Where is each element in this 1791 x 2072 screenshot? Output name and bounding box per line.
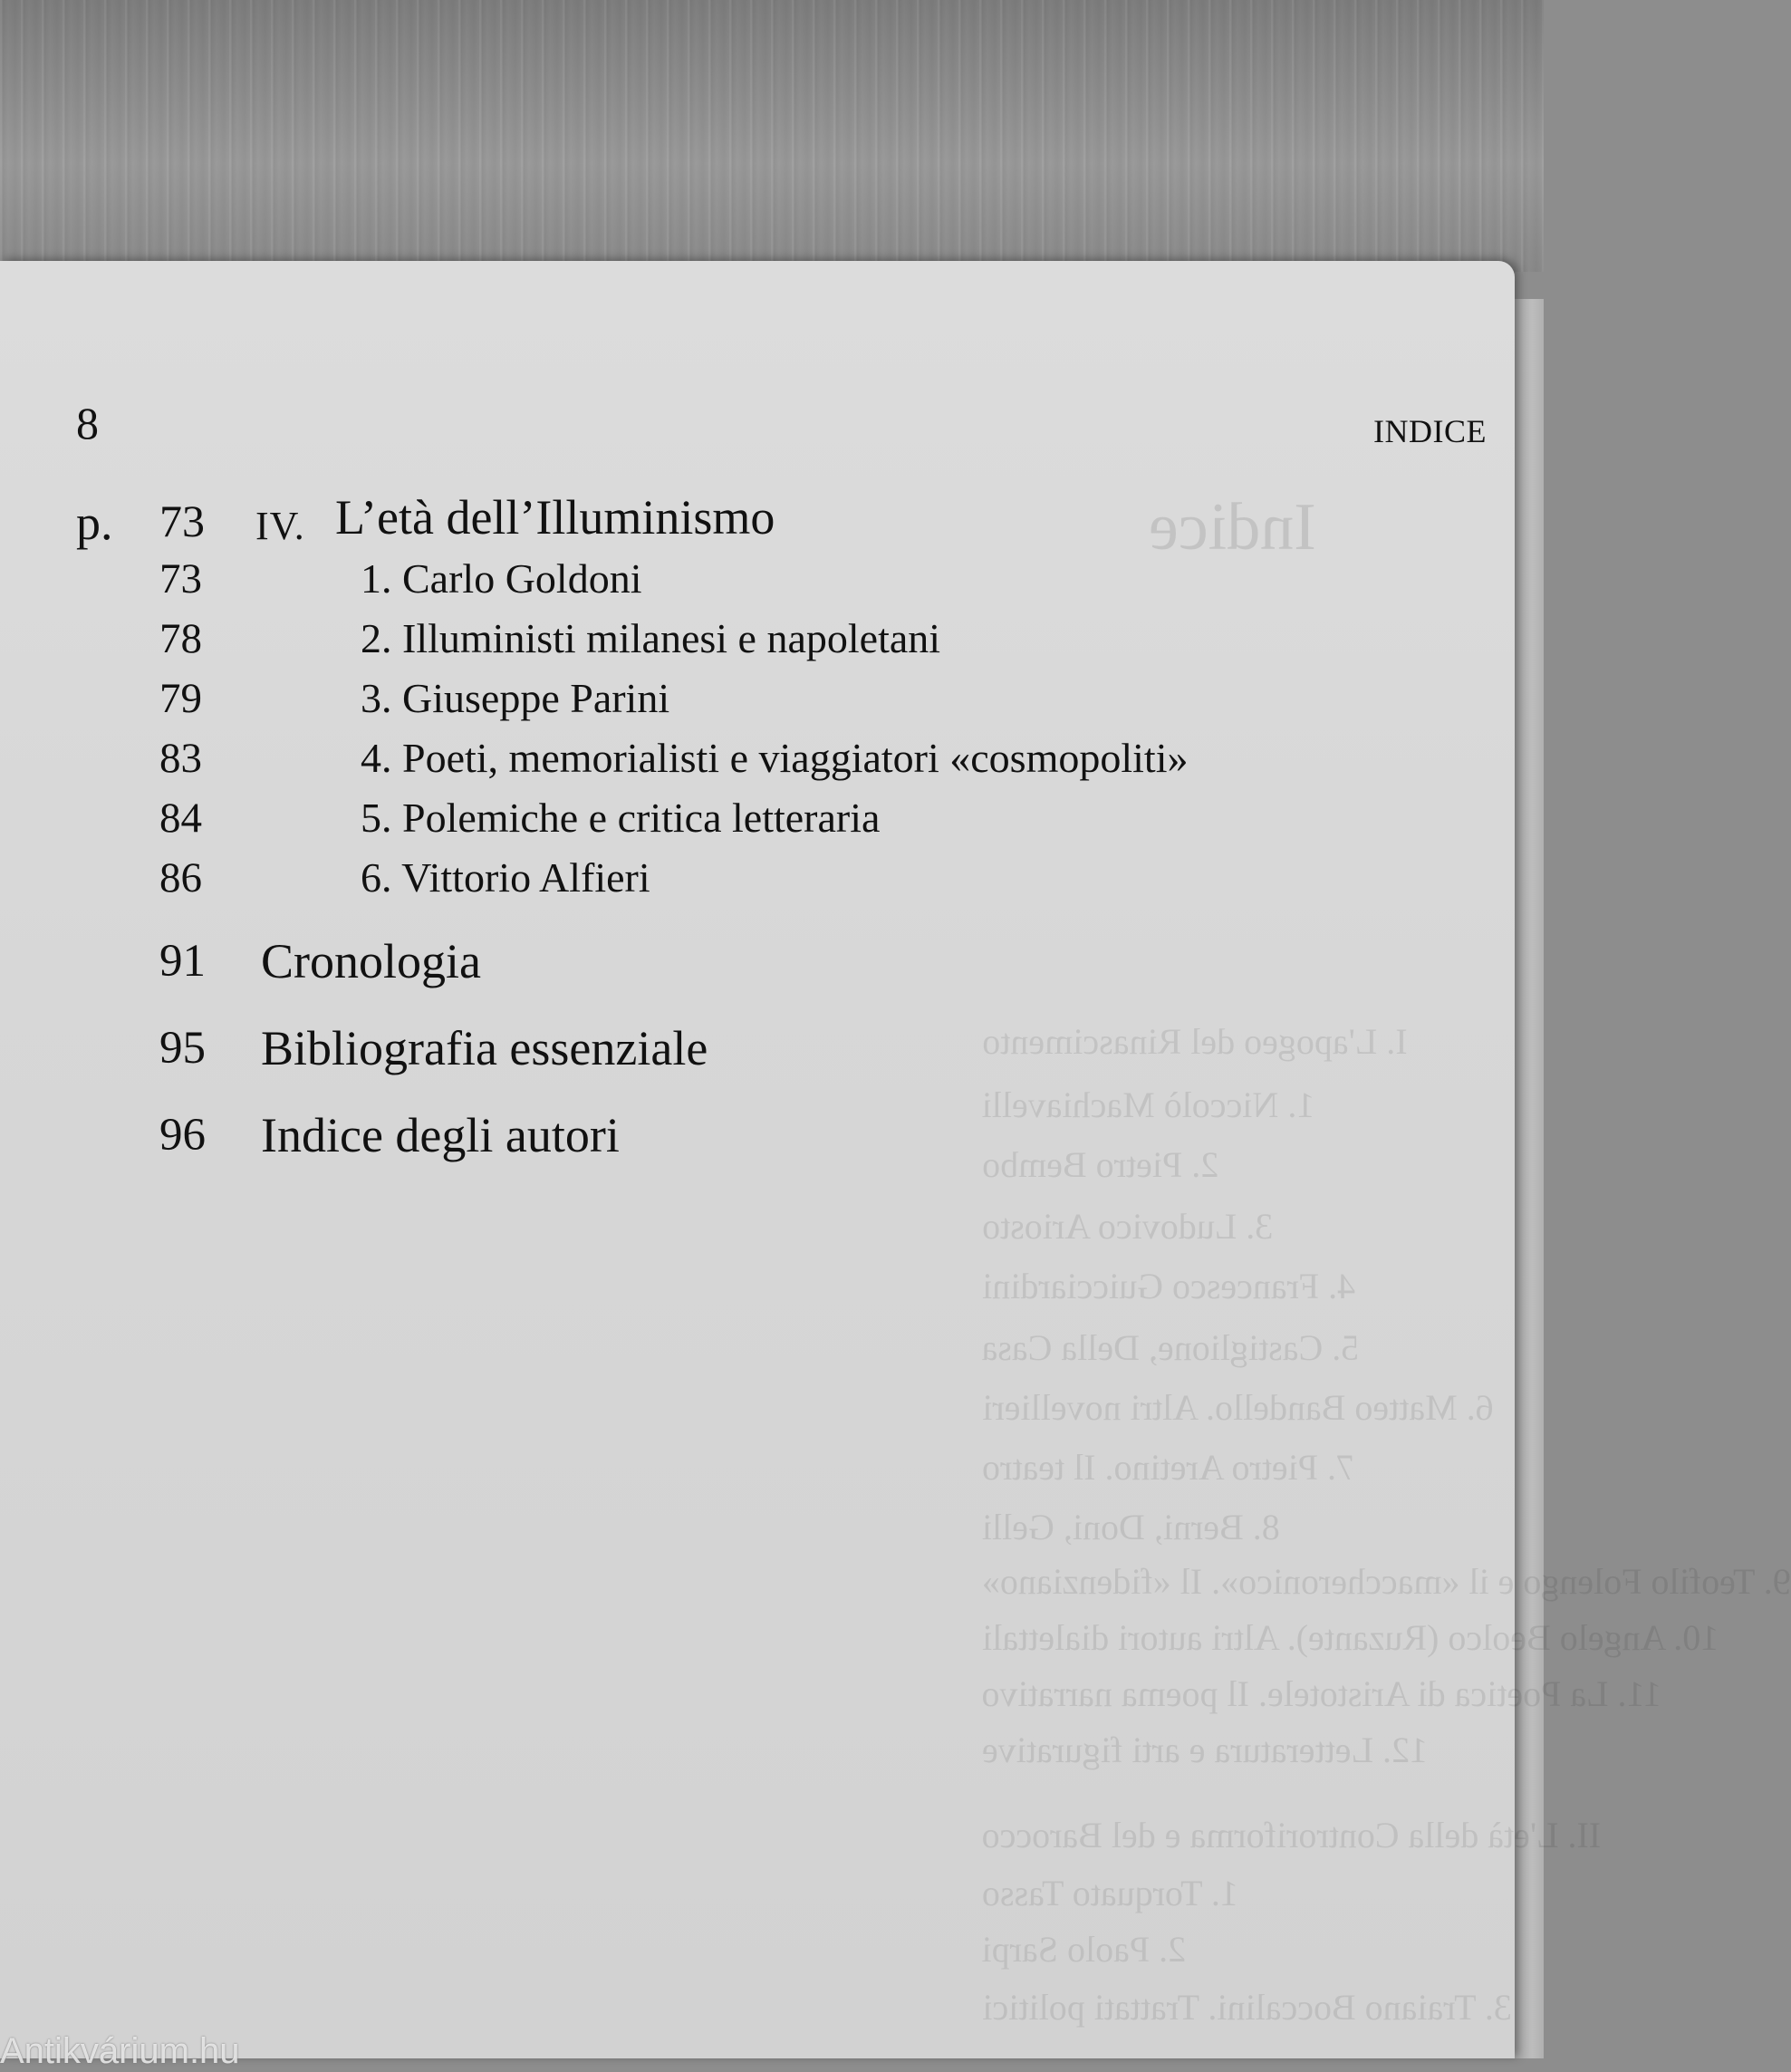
- background-surface: [0, 0, 1544, 272]
- show-through-line: 3. Ludovico Ariosto: [982, 1206, 1274, 1247]
- show-through-line: II. L'età della Controriforma e del Barocco: [982, 1815, 1602, 1855]
- chapter-page-number: 73: [159, 496, 205, 546]
- show-through-line: 2. Pietro Bembo: [982, 1144, 1219, 1185]
- watermark: Antikvárium.hu: [0, 2031, 240, 2071]
- show-through-line: 11. La Poetica di Aristotele. Il poema narrativo: [982, 1673, 1662, 1714]
- section-page-number: 83: [159, 735, 202, 782]
- section-page-number: 78: [159, 615, 202, 662]
- show-through-line: 12. Letteratura e arti figurative: [982, 1730, 1428, 1770]
- chapter-title: L’età dell’Illuminismo: [335, 490, 775, 545]
- page-edge: [1515, 299, 1544, 2058]
- section-title: 5. Polemiche e critica letteraria: [361, 795, 881, 841]
- back-matter-title: Indice degli autori: [261, 1108, 620, 1162]
- show-through-line: 8. Berni, Doni, Gelli: [982, 1507, 1280, 1547]
- show-through-line: 6. Matteo Bandello. Altri novellieri: [982, 1387, 1494, 1428]
- section-title: 2. Illuministi milanesi e napoletani: [361, 615, 941, 661]
- show-through-line: 1. Torquato Tasso: [982, 1873, 1238, 1913]
- page-abbrev-label: p.: [76, 496, 113, 550]
- page-number: 8: [76, 398, 99, 448]
- show-through-line: 9. Teofilo Folengo e il «maccheronico». Il «fidenziano»: [982, 1561, 1791, 1602]
- section-page-number: 84: [159, 795, 202, 842]
- back-matter-page-number: 91: [159, 936, 206, 987]
- back-matter-title: Bibliografia essenziale: [261, 1021, 708, 1075]
- back-matter-page-number: 96: [159, 1110, 206, 1161]
- section-title: 1. Carlo Goldoni: [361, 555, 642, 602]
- section-page-number: 86: [159, 854, 202, 901]
- show-through-title: Indice: [1149, 490, 1316, 564]
- show-through-line: 3. Traiano Boccalini. Trattati politici: [982, 1987, 1512, 2028]
- section-page-number: 73: [159, 555, 202, 602]
- show-through-line: 7. Pietro Aretino. Il teatro: [982, 1447, 1355, 1488]
- chapter-number: IV.: [255, 504, 305, 548]
- show-through-line: 10. Angelo Beolco (Ruzante). Altri autori dialettali: [982, 1617, 1719, 1658]
- back-matter-title: Cronologia: [261, 934, 481, 988]
- show-through-line: 4. Francesco Guicciardini: [982, 1266, 1356, 1306]
- show-through-line: 5. Castiglione, Della Casa: [982, 1327, 1360, 1368]
- section-title: 3. Giuseppe Parini: [361, 675, 670, 721]
- section-title: 6. Vittorio Alfieri: [361, 854, 650, 901]
- running-head: INDICE: [1373, 413, 1487, 449]
- show-through-line: I. L'apogeo del Rinascimento: [982, 1021, 1408, 1062]
- section-page-number: 79: [159, 675, 202, 722]
- back-matter-page-number: 95: [159, 1023, 206, 1074]
- show-through-line: 2. Paolo Sarpi: [982, 1929, 1187, 1970]
- show-through-line: 1. Niccolò Machiavelli: [982, 1084, 1315, 1125]
- section-title: 4. Poeti, memorialisti e viaggiatori «cosmopoliti»: [361, 735, 1189, 781]
